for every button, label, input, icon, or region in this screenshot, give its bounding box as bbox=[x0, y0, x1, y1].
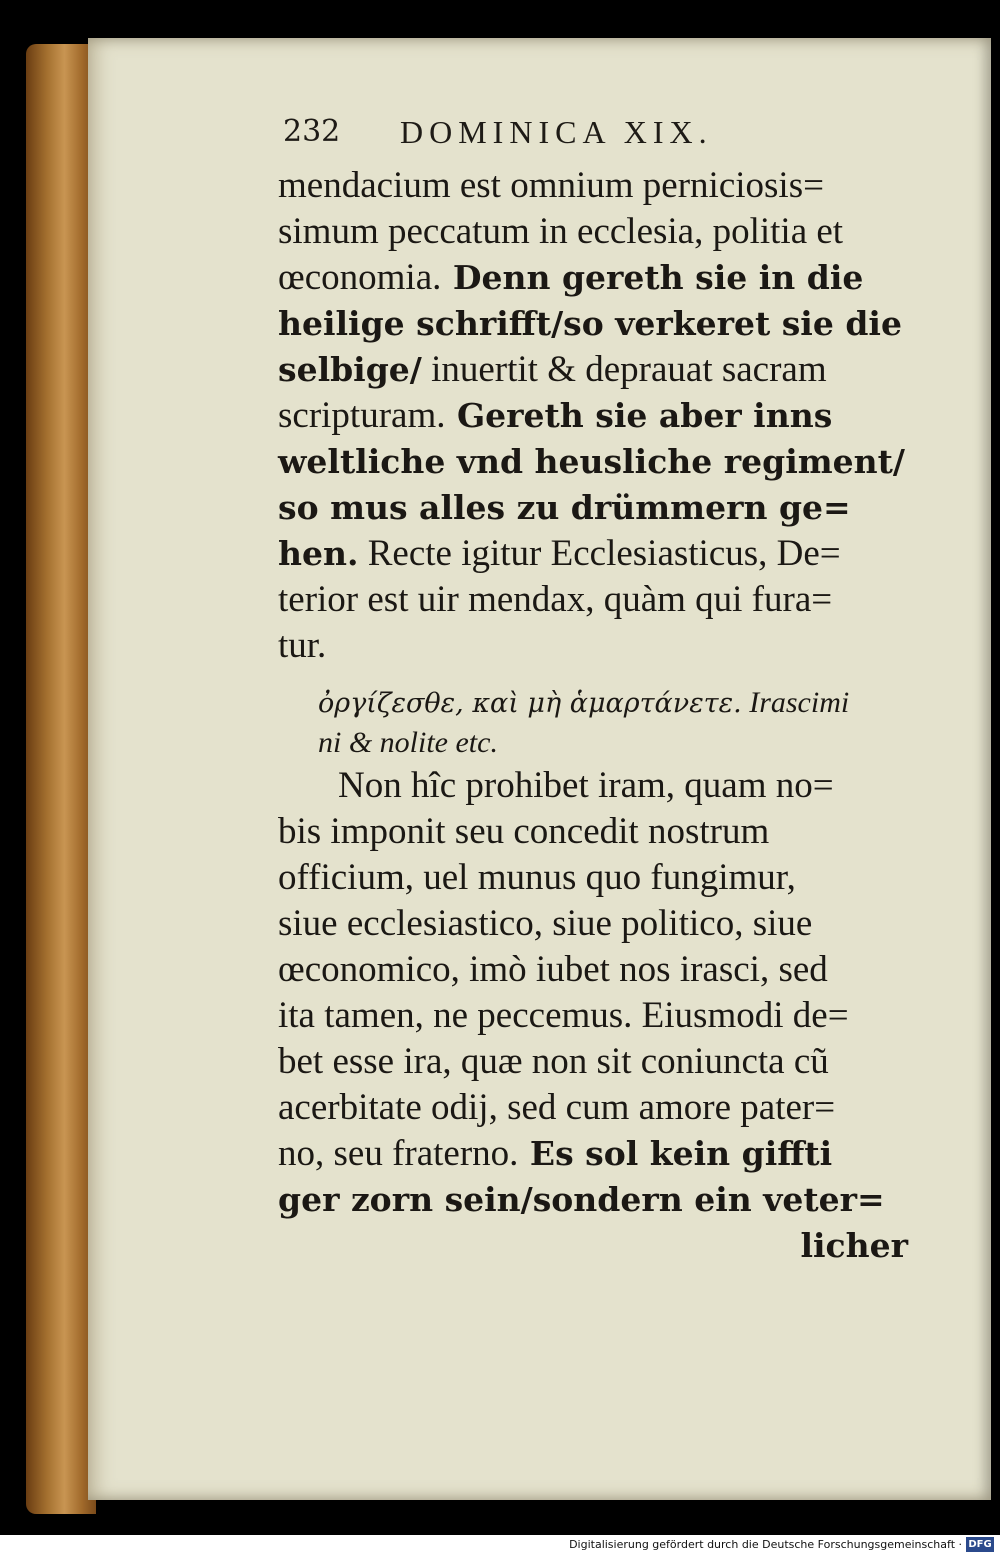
latin-text: bet esse ira, quæ non sit coniuncta cũ bbox=[278, 1041, 829, 1082]
text-line bbox=[278, 992, 849, 1038]
latin-text: scripturam. bbox=[278, 395, 446, 436]
page-number: 232 bbox=[283, 114, 341, 149]
funding-credit: Digitalisierung gefördert durch die Deutsche Forschungsgemeinschaft · bbox=[569, 1538, 962, 1551]
latin-text: no, seu fraterno. bbox=[278, 1133, 519, 1174]
latin-text: œconomia. bbox=[278, 257, 442, 298]
latin-text: ita tamen, ne peccemus. Eiusmodi de= bbox=[278, 995, 849, 1036]
text-line bbox=[278, 854, 796, 900]
running-header bbox=[283, 106, 983, 156]
german-text: hen. bbox=[278, 534, 359, 573]
latin-text: officium, uel munus quo fungimur, bbox=[278, 857, 796, 898]
latin-text: acerbitate odij, sed cum amore pater= bbox=[278, 1087, 836, 1128]
german-text: ger zorn sein/sondern ein veter= bbox=[278, 1180, 885, 1219]
catchword-line bbox=[278, 1222, 908, 1268]
german-text: selbige/ bbox=[278, 350, 422, 389]
latin-text: inuertit & deprauat sacram bbox=[421, 349, 827, 390]
text-line bbox=[278, 946, 828, 992]
german-text: Denn gereth sie in die bbox=[441, 258, 864, 297]
german-text: Gereth sie aber inns bbox=[445, 396, 833, 435]
text-line bbox=[278, 438, 905, 484]
text-line bbox=[278, 576, 832, 622]
latin-text: terior est uir mendax, quàm qui fura= bbox=[278, 579, 833, 620]
german-text: weltliche vnd heusliche regiment/ bbox=[278, 442, 905, 481]
latin-quote: ni & nolite etc. bbox=[318, 726, 498, 759]
text-line bbox=[278, 622, 326, 668]
latin-text: Non hîc prohibet iram, quam no= bbox=[338, 765, 834, 806]
verse-line bbox=[318, 717, 498, 763]
latin-quote: Irascimi bbox=[741, 686, 850, 719]
german-text: Es sol kein giffti bbox=[518, 1134, 833, 1173]
latin-text: siue ecclesiastico, siue politico, siue bbox=[278, 903, 813, 944]
text-line bbox=[278, 1084, 835, 1130]
text-line bbox=[338, 762, 834, 808]
text-line bbox=[278, 346, 827, 392]
latin-text: Recte igitur Ecclesiasticus, De= bbox=[358, 533, 841, 574]
text-line bbox=[278, 484, 851, 530]
text-line bbox=[278, 162, 824, 208]
catchword: licher bbox=[800, 1226, 908, 1265]
text-line bbox=[278, 808, 769, 854]
latin-text: bis imponit seu concedit nostrum bbox=[278, 811, 770, 852]
dfg-logo: DFG bbox=[966, 1537, 994, 1552]
text-line bbox=[278, 208, 843, 254]
text-line bbox=[278, 300, 902, 346]
text-line bbox=[278, 1176, 885, 1222]
greek-quote: ὀργίζεσθε, καὶ μὴ ἁμαρτάνετε. bbox=[318, 688, 742, 719]
running-head-title: DOMINICA XIX. bbox=[400, 114, 713, 150]
latin-text: simum peccatum in ecclesia, politia et bbox=[278, 211, 844, 252]
german-text: heilige schrifft/so verkeret sie die bbox=[278, 304, 902, 343]
text-line bbox=[278, 1038, 829, 1084]
latin-text: mendacium est omnium perniciosis= bbox=[278, 165, 824, 206]
german-text: so mus alles zu drümmern ge= bbox=[278, 488, 851, 527]
latin-text: œconomico, imò iubet nos irasci, sed bbox=[278, 949, 828, 990]
text-line bbox=[278, 392, 832, 438]
digitization-footer bbox=[0, 1535, 1000, 1555]
text-line bbox=[278, 900, 812, 946]
text-line bbox=[278, 254, 863, 300]
text-line bbox=[278, 530, 841, 576]
book-edge bbox=[26, 44, 96, 1514]
text-line bbox=[278, 1130, 832, 1176]
latin-text: tur. bbox=[278, 625, 327, 666]
